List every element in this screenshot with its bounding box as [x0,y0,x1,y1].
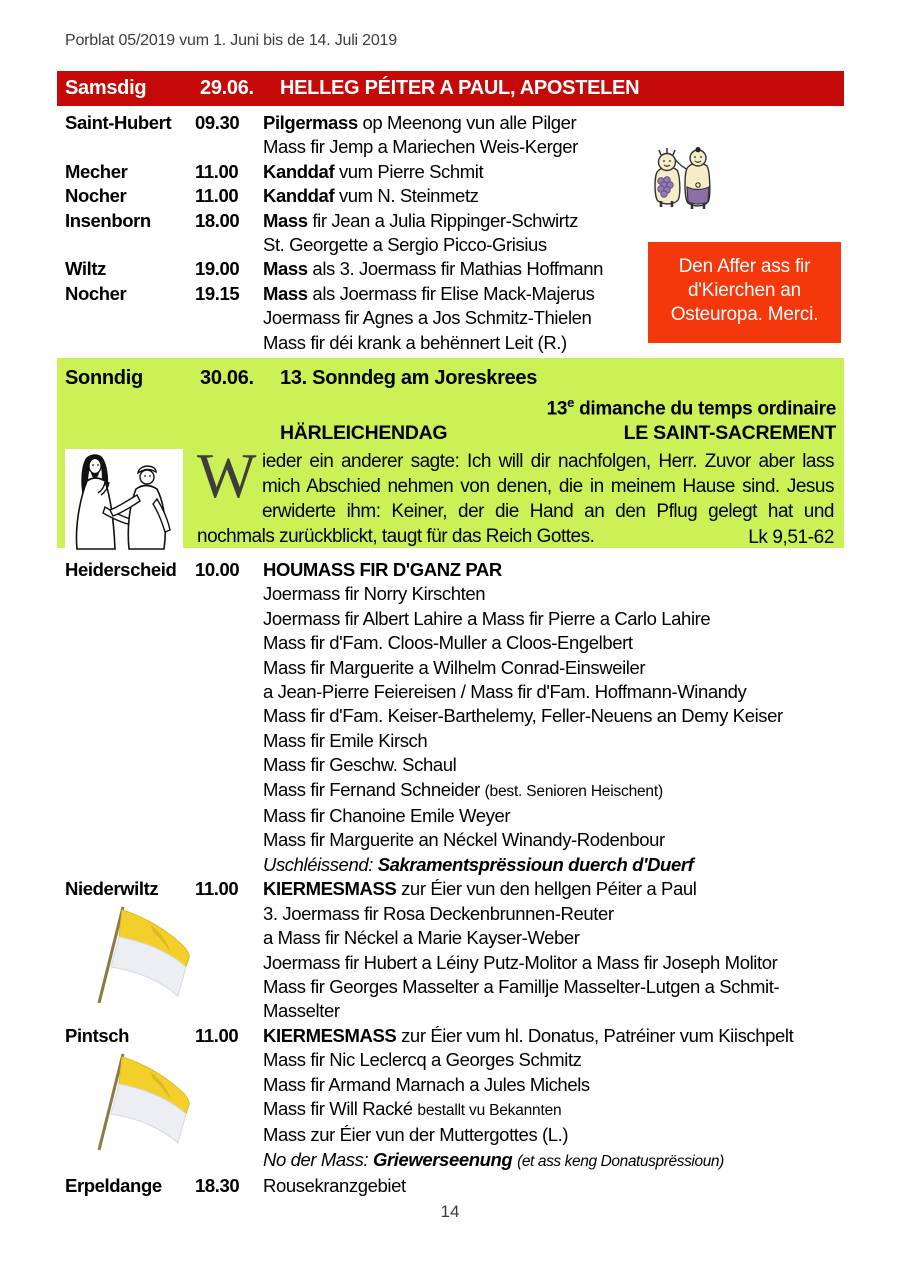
mass-line: Mass fir Marguerite an Néckel Winandy-Rodenbour [263,829,665,851]
time-label: 11.00 [195,878,239,900]
mass-line: Masselter [263,1000,340,1022]
schedule-row [65,160,843,184]
church-flag-icon [73,1048,209,1154]
gospel-paragraph [65,441,836,551]
mass-descriptions [263,160,843,184]
time-label: 19.15 [195,282,240,304]
time-label: 10.00 [195,559,240,580]
grape-children-icon [648,147,718,215]
gospel-dropcap: W [197,441,256,512]
mass-line: Mass fir Geschw. Schaul [263,754,457,776]
sunday-schedule [0,558,900,1199]
offering-note: Den Affer ass fir d'Kierchen an Osteuropa. Merci. [648,242,841,343]
mass-line: Mass fir Georges Masselter a Famillje Masselter-Lutgen a Schmit- [263,975,780,997]
mass-descriptions [263,877,843,1023]
mass-line: Mass fir Jemp a Mariechen Weis-Kerger [263,136,578,158]
place-label: Pintsch [65,1024,130,1046]
mass-line: KIERMESMASS zur Éier vum hl. Donatus, Patréiner vum Kiischpelt [263,1024,794,1046]
mass-line: Mass als 3. Joermass fir Mathias Hoffmann [263,258,604,280]
feast-name-fr: LE SAINT-SACREMENT [623,422,836,445]
day-label: Sonndig [65,367,143,389]
mass-line: Joermass fir Hubert a Léiny Putz-Molitor a Mass fir Joseph Molitor [263,951,778,973]
document-header: Porblat 05/2019 vum 1. Juni bis de 14. Juli 2019 [65,32,397,49]
mass-line: St. Georgette a Sergio Picco-Grisius [263,234,547,256]
mass-line: Mass fir Nic Leclercq a Georges Schmitz [263,1049,582,1071]
mass-line: Mass als Joermass fir Elise Mack-Majerus [263,282,595,304]
time-label: 18.00 [195,209,240,231]
schedule-row [65,1174,843,1198]
mass-descriptions [263,184,843,208]
schedule-row [65,1024,843,1174]
mass-line: Mass fir Will Racké bestallt vu Bekannten [263,1097,562,1119]
place-label: Mecher [65,160,128,182]
mass-line: Mass fir d'Fam. Keiser-Barthelemy, Feller-Neuens an Demy Keiser [263,705,783,727]
church-flag-icon [73,901,209,1007]
mass-line: Kanddaf vum Pierre Schmit [263,160,484,182]
french-title-superscript: e [567,395,575,410]
mass-line: Joermass fir Albert Lahire a Mass fir Pierre a Carlo Lahire [263,607,711,629]
place-label: Saint-Hubert [65,112,172,133]
section-title: HELLEG PÉITER A PAUL, APOSTELEN [280,77,640,99]
schedule-row [65,877,843,1023]
date-label: 30.06. [200,367,254,389]
place-label: Erpeldange [65,1175,162,1197]
time-label: 09.30 [195,112,240,133]
place-label: Niederwiltz [65,878,159,900]
mass-line: Mass fir Fernand Schneider (best. Senioren Heischent) [263,778,663,800]
time-label: 11.00 [195,185,239,207]
feast-name-lb: HÄRLEICHENDAG [280,422,448,445]
gospel-text: ieder ein anderer sagte: Ich will dir nachfolgen, Herr. Zuvor aber lass mich Abschied nehmen von denen, die in meinem Hause sind. Jesus erwiderte ihm: Keiner, der die Hand an den Pflug gelegt hat und nochmals zurückblickt, taugt für das Reich Gottes. [197,451,834,548]
time-label: 11.00 [195,160,239,182]
mass-line: Pilgermass op Meenong vun alle Pilger [263,112,577,133]
time-label: 11.00 [195,1024,239,1046]
mass-descriptions [263,1024,843,1174]
mass-descriptions [263,558,843,877]
mass-line: Joermass fir Norry Kirschten [263,583,486,605]
place-label: Nocher [65,185,127,207]
mass-line: Joermass fir Agnes a Jos Schmitz-Thielen [263,307,592,329]
sunday-header-row [65,365,836,391]
gospel-reference: Lk 9,51-62 [748,527,834,549]
feast-names-row [65,421,836,446]
french-title-rest: dimanche du temps ordinaire [574,398,836,420]
schedule-row [65,558,843,877]
french-title-number: 13 [546,398,568,420]
mass-descriptions [263,111,843,160]
gospel-block [65,441,836,551]
mass-line: a Mass fir Néckel a Marie Kayser-Weber [263,927,580,949]
french-sunday-title [65,391,836,421]
mass-line: Rousekranzgebiet [263,1175,406,1197]
mass-line: Mass fir Emile Kirsch [263,729,428,751]
time-label: 19.00 [195,258,240,280]
mass-line: Mass fir Jean a Julia Rippinger-Schwirtz [263,209,579,231]
mass-line: Kanddaf vum N. Steinmetz [263,185,479,207]
mass-line: KIERMESMASS zur Éier vun den hellgen Péiter a Paul [263,878,697,900]
day-label: Samsdig [65,77,147,99]
saturday-section-bar [57,71,844,106]
mass-line: a Jean-Pierre Feiereisen / Mass fir d'Fam. Hoffmann-Winandy [263,681,747,703]
mass-line: Uschléissend: Sakramentsprëssioun duerch d'Duerf [263,853,694,875]
mass-line: Mass fir Chanoine Emile Weyer [263,805,511,827]
schedule-row [65,111,843,160]
date-label: 29.06. [200,77,254,99]
mass-line: Mass fir d'Fam. Cloos-Muller a Cloos-Engelbert [263,632,633,654]
mass-line: 3. Joermass fir Rosa Deckenbrunnen-Reuter [263,902,614,924]
mass-line: Mass zur Éier vun der Muttergottes (L.) [263,1124,569,1146]
place-label: Heiderscheid [65,559,177,580]
mass-line: No der Mass: Griewerseenung (et ass keng Donatusprëssioun) [263,1148,724,1170]
schedule-row [65,184,843,208]
time-label: 18.30 [195,1175,240,1197]
mass-line: Mass fir Armand Marnach a Jules Michels [263,1073,590,1095]
mass-line: HOUMASS FIR D'GANZ PAR [263,559,502,580]
page-number: 14 [440,1202,460,1221]
mass-descriptions [263,1174,843,1198]
place-label: Nocher [65,282,127,304]
sunday-section-block [57,358,844,548]
section-title: 13. Sonndeg am Joreskrees [280,367,538,389]
place-label: Wiltz [65,258,106,280]
mass-line: Mass fir Marguerite a Wilhelm Conrad-Einsweiler [263,656,646,678]
mass-line: Mass fir déi krank a behënnert Leit (R.) [263,331,567,353]
place-label: Insenborn [65,209,151,231]
